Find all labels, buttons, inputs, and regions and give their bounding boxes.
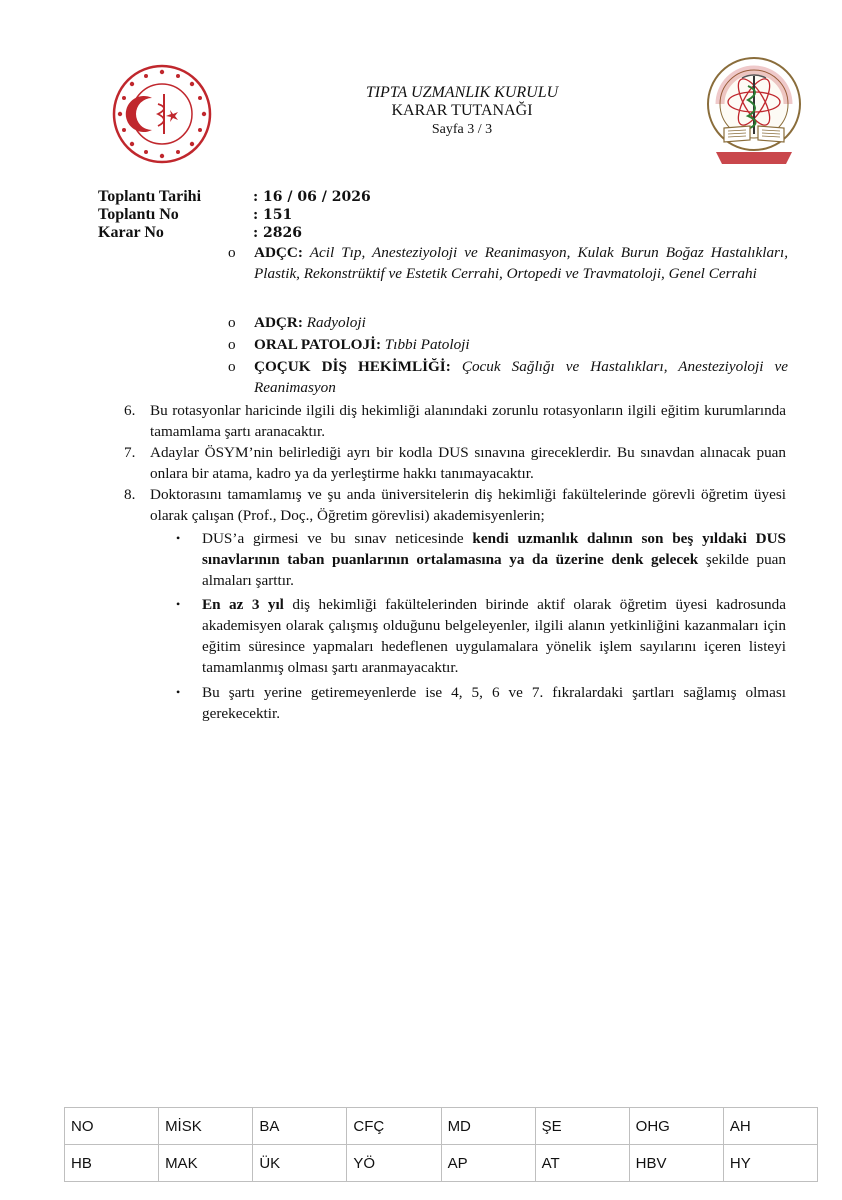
sub-item-heading: ORAL PATOLOJİ: xyxy=(254,336,381,353)
item-number: 6. xyxy=(124,402,136,419)
table-cell: AH xyxy=(723,1108,817,1145)
bullet-marker: • xyxy=(176,685,181,699)
table-cell: HY xyxy=(723,1145,817,1182)
bullet-item xyxy=(172,528,786,591)
decision-number-label: Karar No xyxy=(98,224,164,241)
table-cell: HBV xyxy=(629,1145,723,1182)
header-title: TIPTA UZMANLIK KURULU xyxy=(365,84,559,101)
item-number: 8. xyxy=(124,486,136,503)
table-cell: MİSK xyxy=(159,1108,253,1145)
page-number: Sayfa 3 / 3 xyxy=(431,122,493,137)
sub-list-item xyxy=(228,242,788,284)
bullet-marker: • xyxy=(176,597,181,611)
bullet-bold-text: kendi uzmanlık dalının son beş yıldaki DUS sınavlarının taban puanlarının ortalamasına ya da üzerine denk gelecek xyxy=(202,530,786,568)
meeting-date-label: Toplantı Tarihi xyxy=(98,188,202,205)
table-cell: NO xyxy=(65,1108,159,1145)
numbered-item xyxy=(124,400,786,442)
bullet-item xyxy=(172,682,786,724)
sub-item-text: Tıbbi Patoloji xyxy=(381,336,470,353)
sub-item-heading: ÇOÇUK DİŞ HEKİMLİĞİ: xyxy=(254,358,451,375)
bullet-text: Bu şartı yerine getiremeyenlerde ise 4, 5, 6 ve 7. fıkralardaki şartları sağlamış olması gerekecektir. xyxy=(202,684,786,722)
numbered-item xyxy=(124,442,786,484)
meeting-number-value: : 151 xyxy=(253,207,293,223)
table-cell: HB xyxy=(65,1145,159,1182)
numbered-item-text: Adaylar ÖSYM’nin belirlediği ayrı bir kodla DUS sınavına gireceklerdir. Bu sınavdan alınacak puan onlara bir atama, kadro ya da yerleştirme hakkı tanımayacaktır. xyxy=(150,444,786,482)
signatures-table xyxy=(64,1107,818,1182)
table-cell: YÖ xyxy=(347,1145,441,1182)
list-marker: o xyxy=(228,358,236,375)
sub-item-text: Radyoloji xyxy=(302,314,366,331)
sub-item-heading: ADÇC: xyxy=(254,244,303,261)
list-marker: o xyxy=(228,336,236,353)
list-marker: o xyxy=(228,314,236,331)
list-marker: o xyxy=(228,244,236,261)
decision-number-value: : 2826 xyxy=(253,225,303,241)
sub-list-item xyxy=(228,312,788,333)
bullet-item xyxy=(172,594,786,678)
meeting-date-value: : 16 / 06 / 2026 xyxy=(253,189,371,205)
decision-number-row xyxy=(98,224,371,242)
bullet-text-end: diş hekimliği fakültelerinden birinde aktif olarak öğretim üyesi kadrosunda akademisyen olarak çalışmış olduğunu belgeleyenler, ilgili alanın yetkinliğini kazanmaları için eğitim süresince yapmaları hedeflenen uygulamalara yönelik işlem sayılarını içeren listeyi tamamlanmış olması şartı aranmayacaktır. xyxy=(202,596,786,676)
table-row xyxy=(65,1108,818,1145)
numbered-item-text: Bu rotasyonlar haricinde ilgili diş hekimliği alanındaki zorunlu rotasyonların ilgili eğitim kurumlarında tamamlama şartı aranacaktır. xyxy=(150,402,786,440)
meeting-date-row xyxy=(98,188,371,206)
ministry-of-health-logo xyxy=(112,64,212,164)
item-number: 7. xyxy=(124,444,136,461)
tipta-uzmanlik-kurulu-logo xyxy=(706,56,802,168)
table-cell: CFÇ xyxy=(347,1108,441,1145)
numbered-item xyxy=(124,484,786,526)
table-cell: ŞE xyxy=(535,1108,629,1145)
table-cell: ÜK xyxy=(253,1145,347,1182)
numbered-item-text: Doktorasını tamamlamış ve şu anda üniversitelerin diş hekimliği fakültelerinde görevli öğretim üyesi olarak çalışan (Prof., Doç., Öğretim görevlisi) akademisyenlerin; xyxy=(150,486,786,524)
meeting-info xyxy=(98,188,371,242)
table-cell: BA xyxy=(253,1108,347,1145)
meeting-number-label: Toplantı No xyxy=(98,206,179,223)
sub-list-item xyxy=(228,334,788,355)
sub-item-text: Acil Tıp, Anesteziyoloji ve Reanimasyon, Kulak Burun Boğaz Hastalıkları, Plastik, Rekonstrüktif ve Estetik Cerrahi, Ortopedi ve Travmatoloji, Genel Cerrahi xyxy=(254,244,788,282)
table-cell: MAK xyxy=(159,1145,253,1182)
table-cell: MD xyxy=(441,1108,535,1145)
bullet-text: DUS’a girmesi ve bu sınav neticesinde xyxy=(202,530,473,547)
document-header xyxy=(300,84,624,140)
bullet-text-end: şekilde puan almaları şarttır. xyxy=(202,551,786,589)
bullet-marker: • xyxy=(176,531,181,545)
table-cell: OHG xyxy=(629,1108,723,1145)
table-cell: AT xyxy=(535,1145,629,1182)
meeting-number-row xyxy=(98,206,371,224)
sub-item-text: Çocuk Sağlığı ve Hastalıkları, Anesteziyoloji ve Reanimasyon xyxy=(254,358,788,396)
sub-list-item xyxy=(228,356,788,398)
table-row xyxy=(65,1145,818,1182)
header-subtitle: KARAR TUTANAĞI xyxy=(391,102,533,119)
table-cell: AP xyxy=(441,1145,535,1182)
bullet-bold-text: En az 3 yıl xyxy=(202,596,284,613)
sub-item-heading: ADÇR: xyxy=(254,314,303,331)
